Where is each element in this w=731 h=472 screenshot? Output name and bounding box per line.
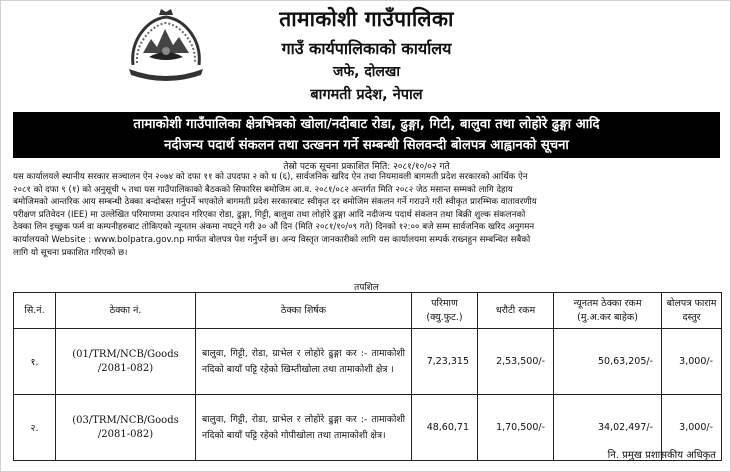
table-row: [14, 329, 722, 395]
row-contract-no-line-2: /2081-082): [97, 428, 154, 440]
row-deposit: 2,53,500/-: [478, 329, 554, 395]
row-contract-no: [56, 329, 196, 395]
header-contract-no: ठेक्का नं.: [56, 293, 196, 329]
row-min-amount: 34,02,497/-: [554, 395, 662, 461]
body-line: यस कार्यालयले स्थानीय सरकार सञ्चालन ऐन २०७४ को दफा ११ को उपदफा २ को ध (६), सार्वजनिक खरिद ऐन तथा नियमावली बागमती प्रदेश सरकारको आर्थिक ऐन: [13, 172, 528, 182]
office-location: जफे, दोलखा: [332, 64, 400, 80]
body-line: २०८१ को दफा ९ (१) को अनुसूची ५ तथा यस गाउँपालिकाको बैठकको सिफारिस बमोजिम आ.व. २०८१/०८२ अन्तर्गत मिति २०८२ जेठ मसान्त सम्मको लागि देहाय: [13, 184, 513, 195]
header-quantity-label: परिमाण: [431, 297, 458, 309]
schedule-heading: तपशिल: [354, 283, 379, 293]
notice-title-banner: [13, 112, 720, 158]
header-quantity-unit: (क्यु.फुट.): [426, 311, 463, 323]
header-title: ठेक्का शिर्षक: [196, 293, 412, 329]
row-min-amount: 50,63,205/-: [554, 329, 662, 395]
row-contract-no-line-2: /2081-082): [97, 362, 154, 374]
header-sn: सि.नं.: [14, 293, 56, 329]
header-form-fee-label: बोलपत्र फाराम: [666, 297, 717, 309]
publication-date: तेस्रो पटक सूचना प्रकाशित मिति: २०८१/१०/०२ गते: [283, 162, 450, 172]
notice-title-line-1: तामाकोशी गाउँपालिका क्षेत्रभित्रको खोला/नदीबाट रोडा, ढुङ्गा, गिटी, बालुवा तथा लोहोरे ढुङ्गा आदि: [133, 117, 600, 132]
row-sn: २.: [14, 395, 56, 461]
signatory-title: नि. प्रमुख प्रशासकीय अधिकृत: [607, 450, 716, 461]
body-line: लागि यो सूचना प्रकाशित गरिएको छ।: [13, 247, 128, 258]
row-form-fee: 3,000/-: [662, 395, 722, 461]
row-title: बालुवा, गिट्टी, रोडा, ग्राभेल र लोहोरे ढुङ्गा कर :- तामाकोशी नदिको बायाँ पट्टि रहेको गोपीखोला तथा तामाकोशी क्षेत्र।: [196, 395, 412, 461]
row-deposit: 1,70,500/-: [478, 395, 554, 461]
province-name: बागमती प्रदेश, नेपाल: [310, 87, 423, 103]
table-header-row: [14, 293, 722, 329]
row-quantity: 48,60,71: [412, 395, 478, 461]
body-line: ठेक्का लिन इच्छुक फर्म वा कम्पनीहरुबाट तोकिएको न्यूनतम अंकमा नघट्ने गरी ३० औं दिन (मिति २०८१/१०/०९ गते) दिनको १२:०० बजे सम्म सार्वजनिक खरिद अनुगमन: [13, 222, 535, 233]
body-line: परीक्षण प्रतिवेदन (IEE) मा उल्लेखित परिमाणमा उत्पादन गरिएका रोडा, ढुङ्गा, गिट्टी, बालुवा तथा लोहोरे ढुङ्गा आदि नदीजन्य पदार्थ संकलन तथा बिक्री शुल्क संकलनको: [13, 209, 526, 220]
contract-schedule-table: [13, 292, 722, 461]
notice-body: [13, 171, 721, 259]
notice-title-line-2: नदीजन्य पदार्थ संकलन तथा उत्खनन गर्ने सम्बन्धी सिलवन्दी बोलपत्र आह्वानको सूचना: [164, 138, 569, 153]
header-min-amount: [554, 293, 662, 329]
header-quantity: [412, 293, 478, 329]
office-name: गाउँ कार्यपालिकाको कार्यालय: [281, 39, 452, 58]
row-title: बालुवा, गिट्टी, रोडा, ग्राभेल र लोहोरे ढुङ्गा कर :- तामाकोशी नदिको बायाँ पट्टि रहेको खिम्तीखोला तथा तामाकोशी क्षेत्र ।: [196, 329, 412, 395]
row-quantity: 7,23,315: [412, 329, 478, 395]
row-contract-no-line-1: (03/TRM/NCB/Goods: [72, 414, 179, 426]
header-min-amount-note: (मु.अ.कर बाहेक): [577, 311, 638, 323]
header-form-fee-label-2: दस्तुर: [682, 311, 701, 323]
row-contract-no-line-1: (01/TRM/NCB/Goods: [72, 348, 179, 360]
header-form-fee: [662, 293, 722, 329]
body-line: कार्यालयको Website : www.bolpatra.gov.np मार्फत बोलपत्र पेश गर्नुपर्ने छ। अन्य विस्तृत जानकारीको लागि यस कार्यालयमा सम्पर्क राख्नहुन सम्बन्धित सबैको: [13, 234, 531, 245]
body-line: बमोजिमको आन्तरिक आय सम्बन्धी ठेक्का बन्दोबस्त गर्नुपर्ने भएकोले बागमती प्रदेश सरकारबाट स्वीकृत दर बमोजिम संकलन गर्ने गराउने गरी स्वीकृत प्रारम्भिक वातावरणीय: [13, 197, 537, 208]
header-deposit: धरौटी रकम: [478, 293, 554, 329]
row-form-fee: 3,000/-: [662, 329, 722, 395]
header-min-amount-label: न्यूनतम ठेक्का रकम: [573, 297, 642, 309]
row-sn: १.: [14, 329, 56, 395]
row-contract-no: [56, 395, 196, 461]
municipality-name: तामाकोशी गाउँपालिका: [279, 7, 454, 31]
